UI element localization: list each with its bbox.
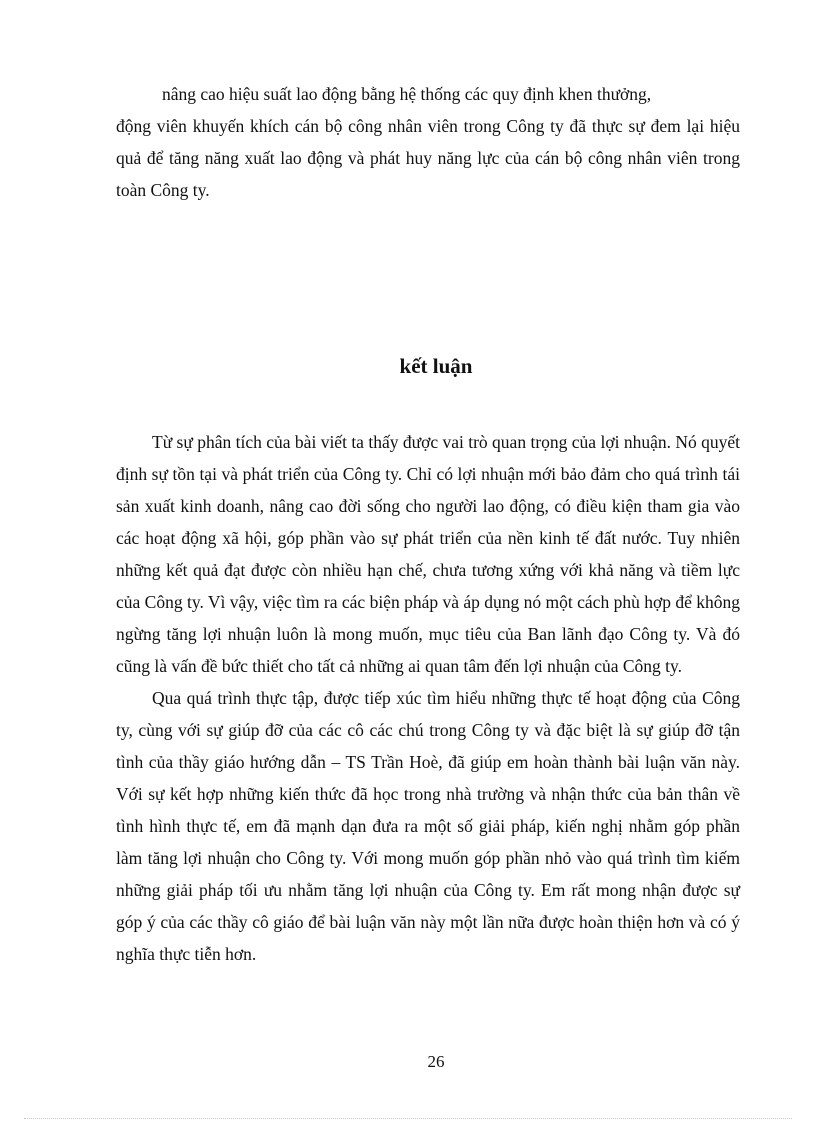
page-number: 26 bbox=[427, 1052, 445, 1071]
intro-paragraph bbox=[116, 78, 740, 206]
intro-continuation: động viên khuyến khích cán bộ công nhân viên trong Công ty đã thực sự đem lại hiệu quả để tăng năng xuất lao động và phát huy năng lực của cán bộ công nhân viên trong toàn Công ty. bbox=[116, 116, 740, 200]
section-heading: kết luận bbox=[399, 354, 473, 378]
conclusion-paragraph-1: Từ sự phân tích của bài viết ta thấy được vai trò quan trọng của lợi nhuận. Nó quyết định sự tồn tại và phát triển của Công ty. Chỉ có lợi nhuận mới bảo đảm cho quá trình tái sản xuất kinh doanh, nâng cao đời sống cho người lao động, có điều kiện tham gia vào các hoạt động xã hội, góp phần vào sự phát triển của nền kinh tế đất nước. Tuy nhiên những kết quả đạt được còn nhiều hạn chế, chưa tương xứng với khả năng và tiềm lực của Công ty. Vì vậy, việc tìm ra các biện pháp và áp dụng nó một cách phù hợp để không ngừng tăng lợi nhuận luôn là mong muốn, mục tiêu của Ban lãnh đạo Công ty. Và đó cũng là vấn đề bức thiết cho tất cả những ai quan tâm đến lợi nhuận của Công ty. bbox=[116, 432, 740, 676]
bottom-dotted-rule bbox=[24, 1118, 792, 1119]
conclusion-body bbox=[116, 426, 740, 970]
intro-first-line: nâng cao hiệu suất lao động bằng hệ thống các quy định khen thưởng, bbox=[162, 84, 652, 104]
conclusion-paragraph-2: Qua quá trình thực tập, được tiếp xúc tìm hiểu những thực tế hoạt động của Công ty, cùng với sự giúp đỡ của các cô các chú trong Công ty và đặc biệt là sự giúp đỡ tận tình của thầy giáo hướng dẫn – TS Trần Hoè, đã giúp em hoàn thành bài luận văn này. Với sự kết hợp những kiến thức đã học trong nhà trường và nhận thức của bản thân về tình hình thực tế, em đã mạnh dạn đưa ra một số giải pháp, kiến nghị nhằm góp phần làm tăng lợi nhuận cho Công ty. Với mong muốn góp phần nhỏ vào quá trình tìm kiếm những giải pháp tối ưu nhằm tăng lợi nhuận của Công ty. Em rất mong nhận được sự góp ý của các thầy cô giáo để bài luận văn này một lần nữa được hoàn thiện hơn và có ý nghĩa thực tiễn hơn. bbox=[116, 688, 740, 964]
